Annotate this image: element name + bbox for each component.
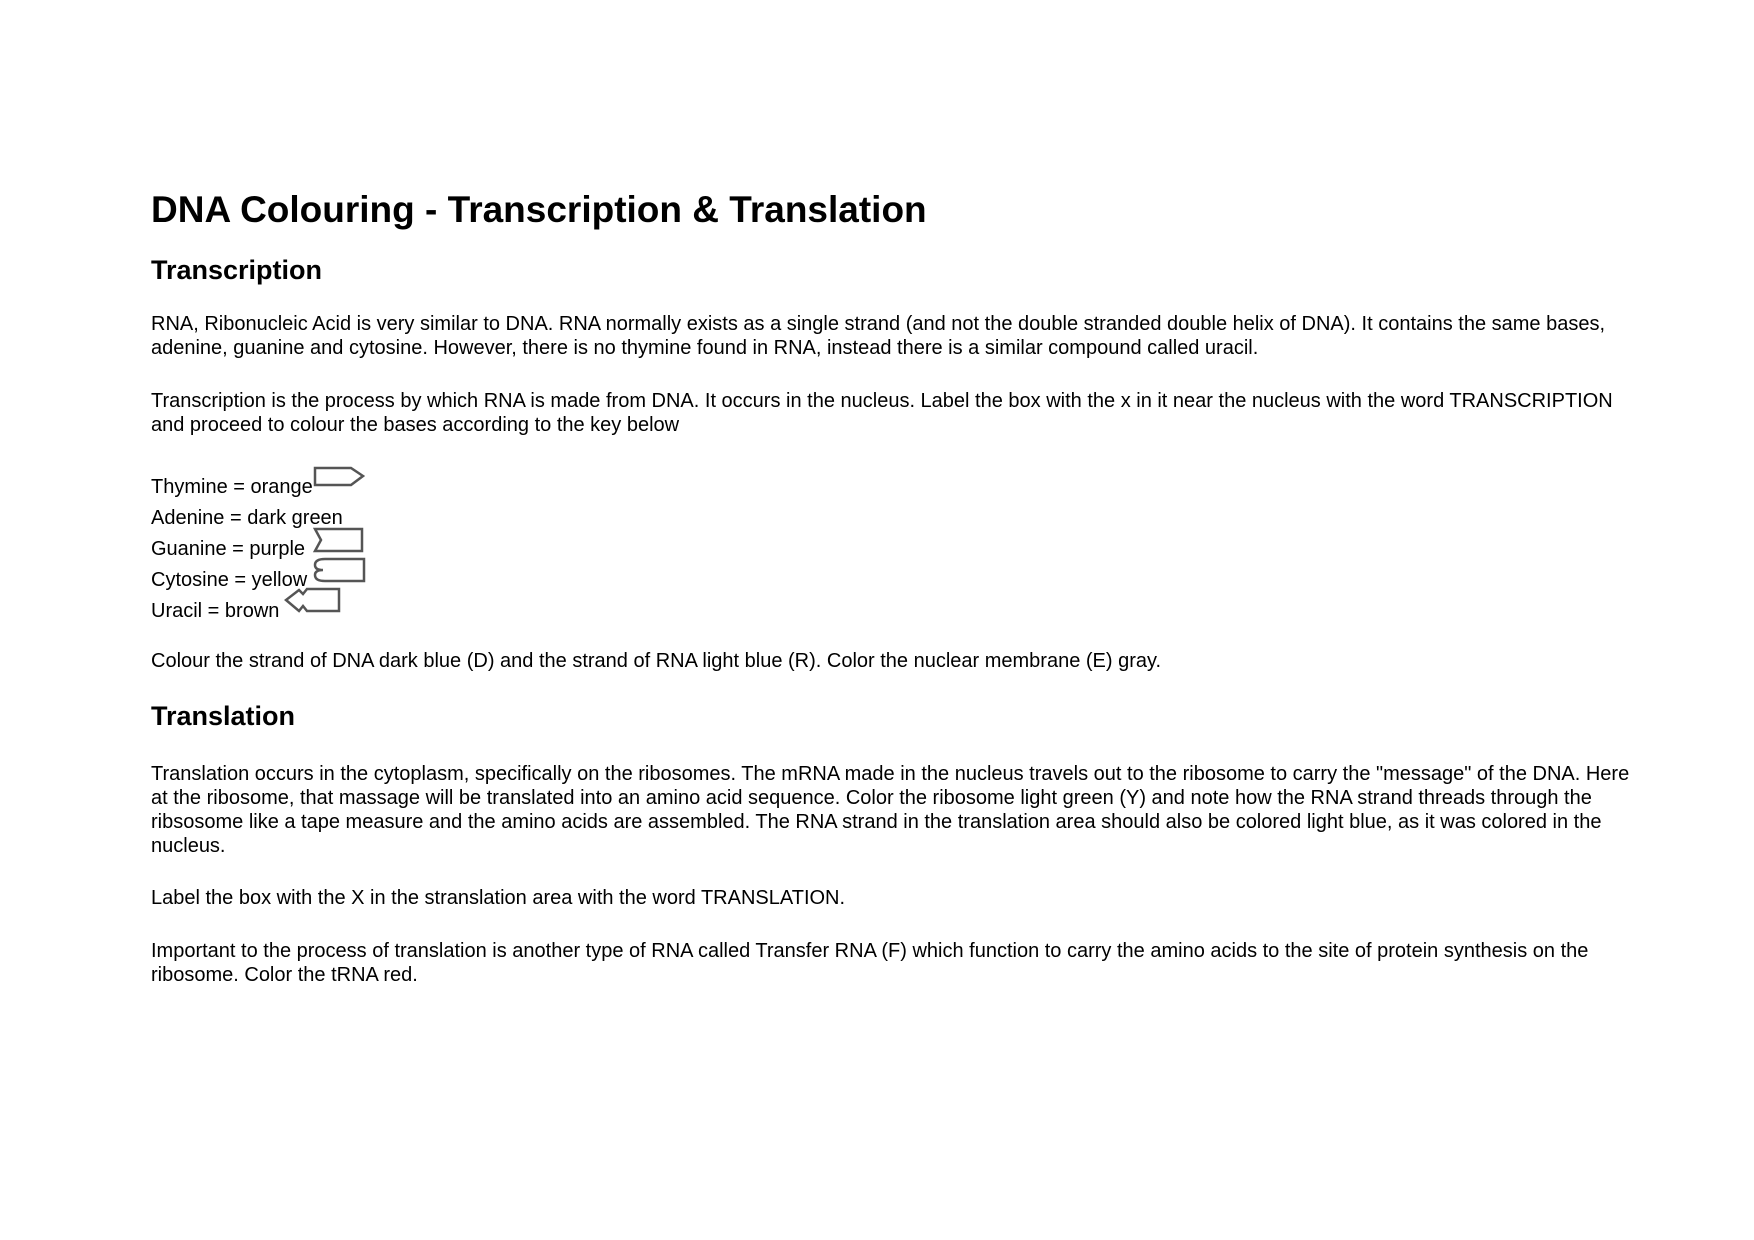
base-colour-key <box>151 472 1631 627</box>
translation-label-instructions: Label the box with the X in the stranslation area with the word TRANSLATION. <box>151 887 846 909</box>
trna-paragraph: Important to the process of translation is another type of RNA called Transfer RNA (F) which function to carry the amino acids to the site of protein synthesis on the ribosome. Color the tRNA red. <box>151 940 1589 986</box>
rna-intro-paragraph: RNA, Ribonucleic Acid is very similar to DNA. RNA normally exists as a single strand (and not the double stranded double helix of DNA). It contains the same bases, adenine, guanine and cytosine. However, there is no thymine found in RNA, instead there is a similar compound called uracil. <box>151 313 1606 359</box>
key-label-uracil: Uracil = brown <box>151 600 280 622</box>
translation-heading: Translation <box>151 701 296 731</box>
key-item-thymine <box>151 472 1631 503</box>
key-label-cytosine: Cytosine = yellow <box>151 569 308 591</box>
translation-intro-paragraph: Translation occurs in the cytoplasm, specifically on the ribosomes. The mRNA made in the nucleus travels out to the ribosome to carry the "message" of the DNA. Here at the ribosome, that massage will be translated into an amino acid sequence. Color the ribosome light green (Y) and note how the RNA strand threads through the ribsosome like a tape measure and the amino acids are assembled. The RNA strand in the translation area should also be colored light blue, as it was colored in the nucleus. <box>151 763 1630 857</box>
page-title: DNA Colouring - Transcription & Translation <box>151 189 927 230</box>
key-item-adenine <box>151 503 1631 534</box>
transcription-heading: Transcription <box>151 255 323 285</box>
thymine-shape-icon <box>313 465 365 501</box>
key-item-uracil <box>151 596 1631 627</box>
uracil-shape-icon <box>283 586 341 624</box>
key-label-guanine: Guanine = purple <box>151 538 306 560</box>
strand-colour-instructions: Colour the strand of DNA dark blue (D) and the strand of RNA light blue (R). Color the nuclear membrane (E) gray. <box>151 650 1162 672</box>
key-item-cytosine <box>151 565 1631 596</box>
key-label-thymine: Thymine = orange <box>151 476 313 498</box>
worksheet-page <box>151 187 1631 987</box>
key-label-adenine: Adenine = dark green <box>151 507 343 529</box>
transcription-instructions-paragraph: Transcription is the process by which RNA is made from DNA. It occurs in the nucleus. Label the box with the x in it near the nucleus with the word TRANSCRIPTION and proceed to colour the bases according to the key below <box>151 390 1613 436</box>
key-item-guanine <box>151 534 1631 565</box>
